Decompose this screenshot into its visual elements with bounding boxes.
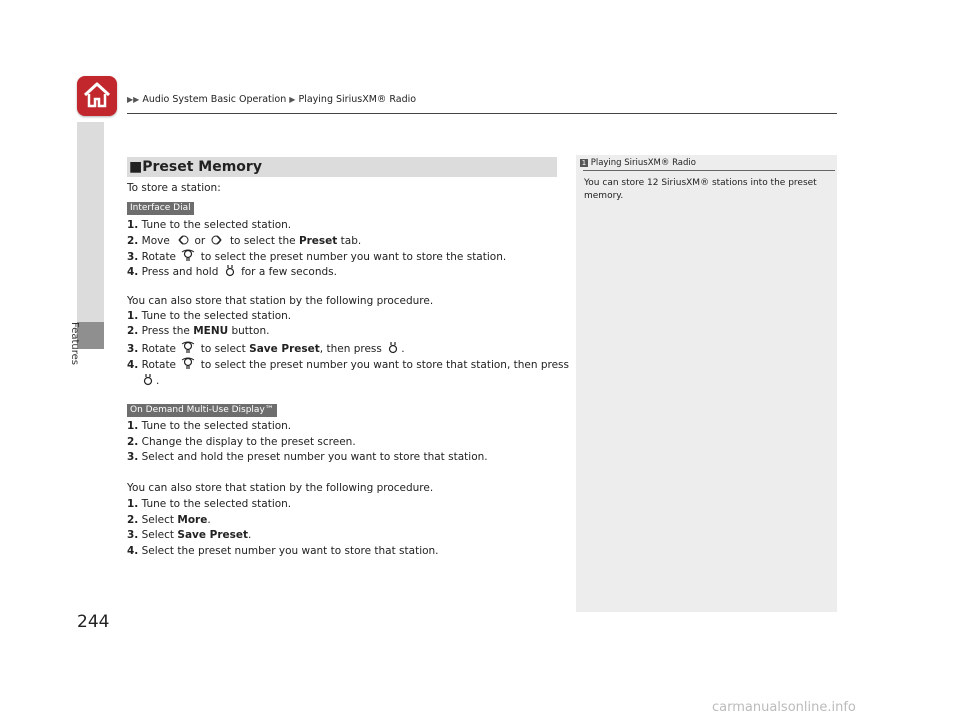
alt-step-4-cont: . (140, 373, 159, 387)
breadcrumb-separator-icon: ▶ (289, 95, 296, 104)
chapter-tab-marker (77, 322, 104, 349)
interface-dial-tag: Interface Dial (127, 202, 194, 215)
breadcrumb-link-siriusxm[interactable]: Playing SiriusXM® Radio (298, 94, 417, 105)
breadcrumb-link-audio[interactable]: Audio System Basic Operation (142, 94, 287, 105)
dial-step-4: 4. Press and hold for a few seconds. (127, 266, 337, 278)
move-right-icon (211, 234, 225, 246)
note-panel (576, 155, 837, 612)
note-text: You can store 12 SiriusXM® stations into the preset memory. (584, 178, 817, 201)
header-divider (127, 113, 837, 114)
alt-intro-text: You can also store that station by the following procedure. (127, 295, 434, 307)
display-alt-step-4: 4. Select the preset number you want to store that station. (127, 545, 439, 557)
dial-step-2: 2. Move or to select the Preset tab. (127, 235, 362, 247)
note-divider (583, 170, 835, 171)
dial-step-3: 3. Rotate to select the preset number you want to store the station. (127, 251, 507, 263)
section-title: ■Preset Memory (129, 159, 262, 175)
display-alt-step-3: 3. Select Save Preset. (127, 529, 252, 541)
press-dial-icon (387, 341, 399, 354)
display-step-1: 1. Tune to the selected station. (127, 420, 292, 432)
breadcrumb-arrow-icon: ▶▶ (127, 95, 140, 104)
display-alt-intro-text: You can also store that station by the following procedure. (127, 482, 434, 494)
rotate-dial-icon (181, 357, 195, 370)
alt-step-1: 1. Tune to the selected station. (127, 310, 292, 322)
display-alt-step-2: 2. Select More. (127, 514, 211, 526)
press-dial-icon (224, 264, 236, 277)
note-title[interactable]: 1 Playing SiriusXM® Radio (581, 158, 696, 168)
rotate-dial-icon (181, 341, 195, 354)
on-demand-display-tag: On Demand Multi-Use Display™ (127, 404, 277, 417)
home-icon (81, 79, 113, 111)
chapter-tab (77, 122, 104, 346)
page-number: 244 (77, 612, 110, 632)
display-step-2: 2. Change the display to the preset screen. (127, 436, 356, 448)
home-button[interactable] (77, 76, 117, 116)
note-link-icon: 1 (581, 159, 587, 167)
rotate-dial-icon (181, 249, 195, 262)
breadcrumb (127, 94, 416, 105)
chapter-label[interactable]: Features (69, 322, 80, 365)
display-alt-step-1: 1. Tune to the selected station. (127, 498, 292, 510)
alt-step-4: 4. Rotate to select the preset number you want to store that station, then press (127, 359, 569, 371)
press-dial-icon (142, 373, 154, 386)
watermark: carmanualsonline.info (712, 700, 856, 715)
display-step-3: 3. Select and hold the preset number you want to store that station. (127, 451, 488, 463)
move-left-icon (175, 234, 189, 246)
dial-step-1: 1. Tune to the selected station. (127, 219, 292, 231)
alt-step-2: 2. Press the MENU button. (127, 325, 270, 337)
alt-step-3: 3. Rotate to select Save Preset, then press . (127, 343, 405, 355)
intro-text: To store a station: (127, 182, 221, 194)
